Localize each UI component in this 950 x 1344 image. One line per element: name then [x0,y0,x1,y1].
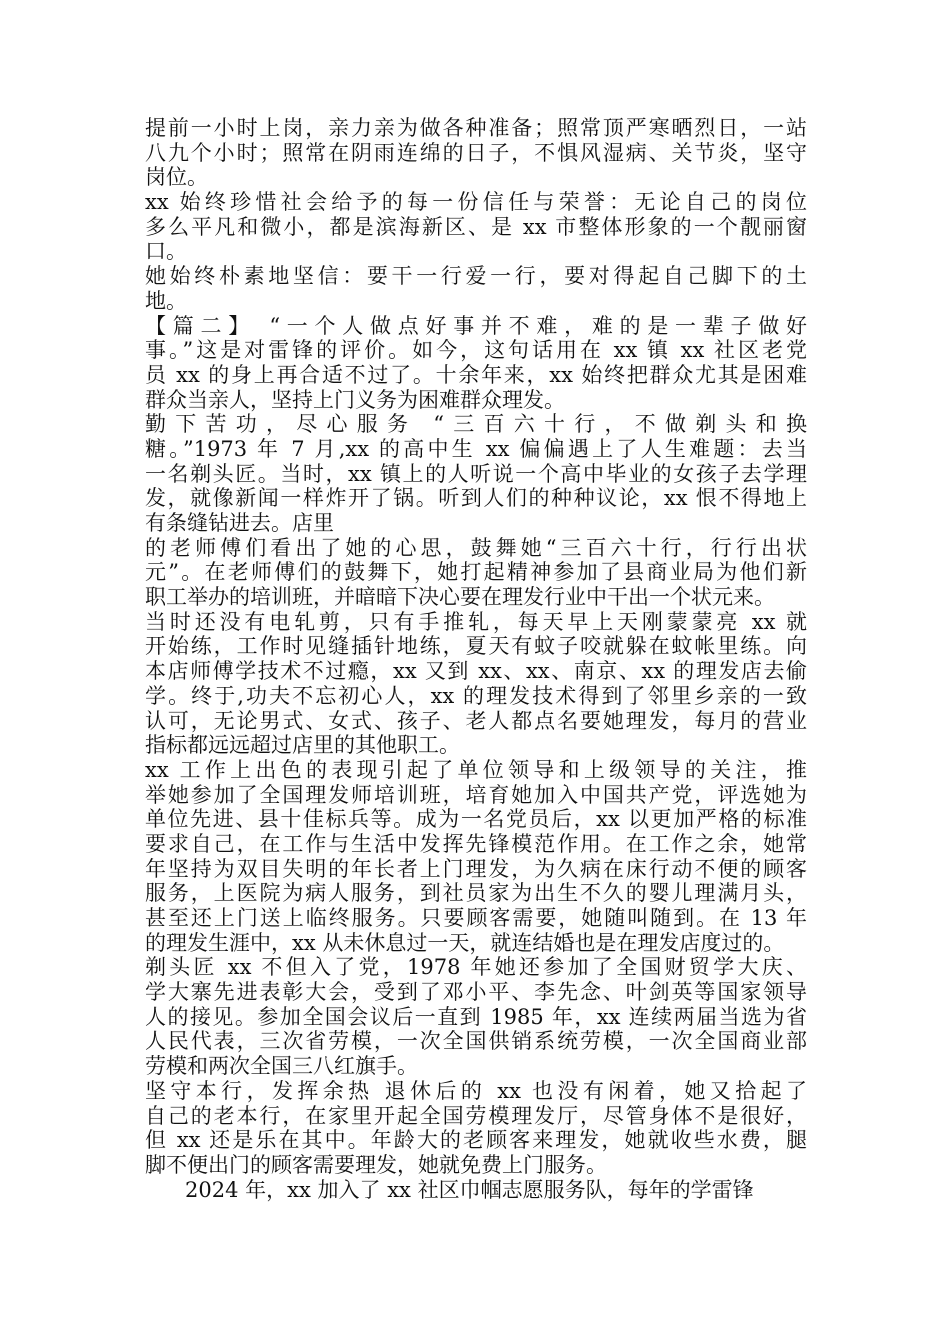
text-line: 发，就像新闻一样炸开了锅。听到人们的种种议论，xx 恨不得地上 [145,486,807,511]
text-line: 坚守本行，发挥余热 退休后的 xx 也没有闲着，她又拾起了 [145,1078,807,1103]
text-line: 学。终于,功夫不忘初心人，xx 的理发技术得到了邻里乡亲的一致 [145,683,807,708]
text-line: 职工举办的培训班，并暗暗下决心要在理发行业中干出一个状元来。 [145,585,775,610]
text-line: 人民代表，三次省劳模，一次全国供销系统劳模，一次全国商业部 [145,1029,807,1054]
text-line: 但 xx 还是乐在其中。年龄大的老顾客来理发，她就收些水费，腿 [145,1128,807,1153]
document-body [145,116,807,1202]
text-line: 学大寨先进表彰大会，受到了邓小平、李先念、叶剑英等国家领导 [145,980,807,1005]
text-line: 【篇二】 “一个人做点好事并不难，难的是一辈子做好 [145,313,807,338]
text-line: 人的接见。参加全国会议后一直到 1985 年，xx 连续两届当选为省 [145,1004,807,1029]
text-line: 提前一小时上岗，亲力亲为做各种准备；照常顶严寒晒烈日，一站 [145,116,807,140]
text-line: 举她参加了全国理发师培训班，培育她加入中国共产党，评选她为 [145,782,807,807]
text-line: 有条缝钻进去。店里 [145,511,334,535]
text-line: 要求自己，在工作与生活中发挥先锋模范作用。在工作之余，她常 [145,831,807,856]
text-line: 事。”这是对雷锋的评价。如今，这句话用在 xx 镇 xx 社区老党 [145,338,807,363]
text-line: 勤下苦功，尽心服务 “三百六十行，不做剃头和换 [145,412,807,437]
text-line: 本店师傅学技术不过瘾，xx 又到 xx、xx、南京、xx 的理发店去偷 [145,659,807,684]
text-line: 年坚持为双目失明的年长者上门理发，为久病在床行动不便的顾客 [145,856,807,881]
text-line: 甚至还上门送上临终服务。只要顾客需要，她随叫随到。在 13 年 [145,906,807,930]
text-line: 糖。”1973 年 7 月,xx 的高中生 xx 偏偏遇上了人生难题：去当 [145,436,807,461]
text-line: 员 xx 的身上再合适不过了。十余年来，xx 始终把群众尤其是困难 [145,362,807,387]
text-line: xx 始终珍惜社会给予的每一份信任与荣誉：无论自己的岗位 [145,190,807,215]
text-line: 的老师傅们看出了她的心思，鼓舞她“三百六十行，行行出状 [145,535,807,560]
text-line: 开始练，工作时见缝插针地练，夏天有蚊子咬就躲在蚊帐里练。向 [145,634,807,659]
text-line: 2024 年，xx 加入了 xx 社区巾帼志愿服务队，每年的学雷锋 [145,1177,754,1202]
text-line: 岗位。 [145,165,208,190]
text-line: 的理发生涯中，xx 从未休息过一天，就连结婚也是在理发店度过的。 [145,930,785,955]
text-line: 单位先进、县十佳标兵等。成为一名党员后，xx 以更加严格的标准 [145,807,807,832]
text-line: 她始终朴素地坚信：要干一行爱一行，要对得起自己脚下的土 [145,264,807,289]
text-line: 脚不便出门的顾客需要理发，她就免费上门服务。 [145,1152,607,1177]
text-line: 地。 [145,288,187,313]
text-line: 劳模和两次全国三八红旗手。 [145,1054,418,1079]
text-line: 服务，上医院为病人服务，到社员家为出生不久的婴儿理满月头， [145,881,807,906]
text-line: 口。 [145,239,187,264]
text-line: 多么平凡和微小，都是滨海新区、是 xx 市整体形象的一个靓丽窗 [145,214,807,239]
text-line: 指标都远远超过店里的其他职工。 [145,733,460,758]
text-line: 认可，无论男式、女式、孩子、老人都点名要她理发，每月的营业 [145,708,807,733]
text-line: 元”。在老师傅们的鼓舞下，她打起精神参加了县商业局为他们新 [145,560,807,585]
text-line: 当时还没有电轧剪，只有手推轧，每天早上天刚蒙蒙亮 xx 就 [145,609,807,634]
text-line: 自己的老本行，在家里开起全国劳模理发厅，尽管身体不是很好， [145,1103,807,1128]
text-line: 群众当亲人，坚持上门义务为困难群众理发。 [145,387,565,412]
text-line: 八九个小时；照常在阴雨连绵的日子，不惧风湿病、关节炎，坚守 [145,140,807,165]
text-line: 剃头匠 xx 不但入了党，1978 年她还参加了全国财贸学大庆、 [145,955,807,980]
text-line: xx 工作上出色的表现引起了单位领导和上级领导的关注，推 [145,757,807,782]
text-line: 一名剃头匠。当时，xx 镇上的人听说一个高中毕业的女孩子去学理 [145,461,807,486]
